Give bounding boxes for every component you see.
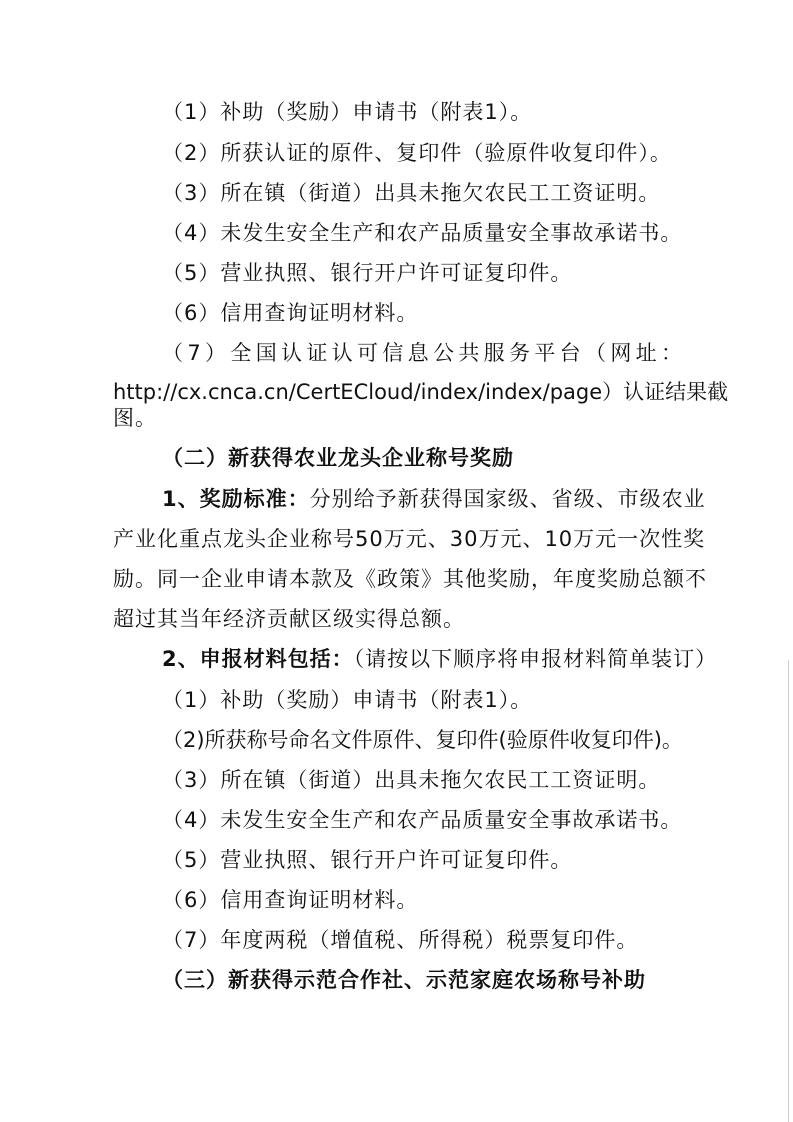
list-item: （2)所获称号命名文件原件、复印件(验原件收复印件)。 <box>162 728 683 752</box>
materials-label: 2、申报材料包括： <box>162 647 354 671</box>
reward-text: 分别给予新获得国家级、省级、市级农业 <box>309 487 706 511</box>
paragraph-line: 超过其当年经济贡献区级实得总额。 <box>113 607 465 631</box>
page-edge-line <box>788 660 789 1122</box>
list-item: （3）所在镇（街道）出具未拖欠农民工工资证明。 <box>162 768 661 792</box>
url-text: http://cx.cnca.cn/CertECloud/index/index/page）认证结果截 <box>113 380 729 404</box>
materials-note: （请按以下顺序将申报材料简单装订） <box>353 647 718 671</box>
paragraph-line: 励。同一企业申请本款及《政策》其他奖励，年度奖励总额不 <box>113 567 707 591</box>
list-item: （6）信用查询证明材料。 <box>162 888 419 912</box>
paragraph-line: 图。 <box>113 406 157 430</box>
paragraph-line: 产业化重点龙头企业称号50万元、30万元、10万元一次性奖 <box>113 527 706 551</box>
list-item: （6）信用查询证明材料。 <box>162 301 419 325</box>
list-item: （5）营业执照、银行开户许可证复印件。 <box>162 261 573 285</box>
section-heading: （三）新获得示范合作社、示范家庭农场称号补助 <box>162 968 646 992</box>
list-item: （5）营业执照、银行开户许可证复印件。 <box>162 848 573 872</box>
list-item: （1）补助（奖励）申请书（附表1）。 <box>162 688 533 712</box>
list-item: （4）未发生安全生产和农产品质量安全事故承诺书。 <box>162 808 683 832</box>
list-item: （3）所在镇（街道）出具未拖欠农民工工资证明。 <box>162 181 661 205</box>
list-item: （4）未发生安全生产和农产品质量安全事故承诺书。 <box>162 221 683 245</box>
list-item: （2）所获认证的原件、复印件（验原件收复印件）。 <box>162 141 672 165</box>
reward-label: 1、奖励标准： <box>162 487 310 511</box>
list-item: （7）年度两税（增值税、所得税）税票复印件。 <box>162 928 639 952</box>
paragraph-line <box>162 484 706 514</box>
list-item: （1）补助（奖励）申请书（附表1）。 <box>162 100 533 124</box>
section-heading: （二）新获得农业龙头企业称号奖励 <box>162 446 514 470</box>
paragraph-line <box>162 644 717 674</box>
list-item: （7）全国认证认可信息公共服务平台（网址： <box>162 341 683 365</box>
